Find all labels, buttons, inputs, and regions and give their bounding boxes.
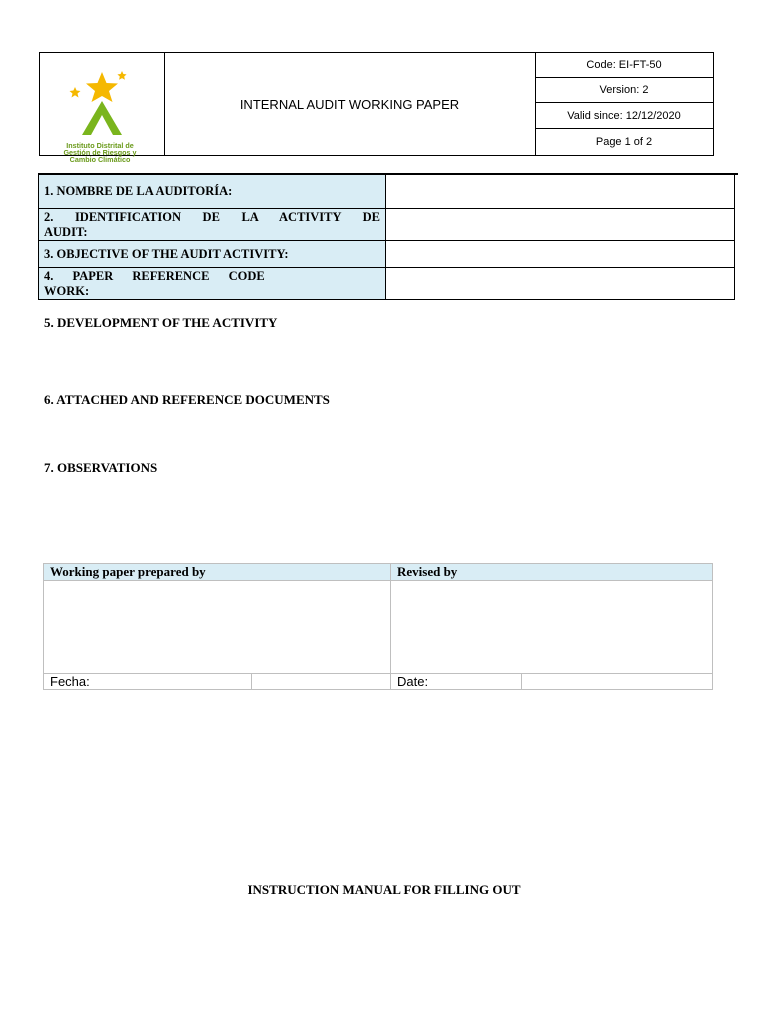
big-star-icon: [86, 72, 118, 102]
version-field: Version: 2: [535, 78, 713, 103]
table-row: [39, 175, 735, 209]
audit-objective-value[interactable]: [386, 241, 735, 268]
section-attached-heading: 6. ATTACHED AND REFERENCE DOCUMENTS: [44, 392, 330, 407]
revised-by-signature-area[interactable]: [391, 581, 713, 674]
audit-name-label: 1. NOMBRE DE LA AUDITORÍA:: [39, 175, 386, 209]
audit-name-value[interactable]: [386, 175, 735, 209]
meta-cell: [535, 53, 713, 155]
activity-identification-label-line2: AUDIT:: [44, 224, 88, 239]
prepared-by-signature-area[interactable]: [44, 581, 391, 674]
table-row: [44, 564, 713, 581]
activity-identification-value[interactable]: [386, 209, 735, 241]
logo-text-line2: Gestión de Riesgos y: [63, 148, 137, 157]
logo-cell: [40, 53, 165, 164]
table-row: [39, 241, 735, 268]
reference-code-label-line2: WORK:: [44, 283, 90, 298]
section-development-heading: 5. DEVELOPMENT OF THE ACTIVITY: [44, 315, 278, 330]
small-star-icon: [117, 71, 126, 80]
activity-identification-label: [39, 209, 386, 241]
document-title: INTERNAL AUDIT WORKING PAPER: [239, 96, 460, 112]
prepared-by-header: Working paper prepared by: [44, 564, 391, 581]
table-row: [39, 209, 735, 241]
reference-code-label: [39, 268, 386, 300]
fecha-value[interactable]: [252, 674, 391, 690]
revised-by-header: Revised by: [391, 564, 713, 581]
fecha-label: Fecha:: [44, 674, 252, 690]
institute-logo: [62, 69, 142, 139]
valid-since-field: Valid since: 12/12/2020: [535, 103, 713, 129]
table-row: [44, 581, 713, 674]
page-number: Page 1 of 2: [595, 136, 653, 148]
title-cell: [164, 53, 536, 155]
logo-text-line3: Cambio Climático: [69, 155, 131, 164]
chevron-icon: [82, 101, 122, 135]
date-value[interactable]: [522, 674, 713, 690]
small-star-icon: [70, 87, 81, 98]
logo-text-line1: Instituto Distrital de: [66, 141, 134, 150]
section-observations-heading: 7. OBSERVATIONS: [44, 460, 158, 475]
table-row: [39, 268, 735, 300]
reference-code-label-line1: 4. PAPER REFERENCE CODE: [44, 268, 265, 283]
instruction-manual-title: INSTRUCTION MANUAL FOR FILLING OUT: [247, 882, 521, 897]
table-row: [44, 674, 713, 690]
code-field: Code: EI-FT-50: [535, 53, 713, 78]
audit-info-table: [38, 174, 735, 300]
signature-table: [43, 563, 713, 690]
audit-objective-label: 3. OBJECTIVE OF THE AUDIT ACTIVITY:: [39, 241, 386, 268]
date-label: Date:: [391, 674, 522, 690]
reference-code-value[interactable]: [386, 268, 735, 300]
activity-identification-label-line1: 2. IDENTIFICATION DE LA ACTIVITY DE: [44, 209, 380, 224]
document-header: [39, 52, 714, 164]
